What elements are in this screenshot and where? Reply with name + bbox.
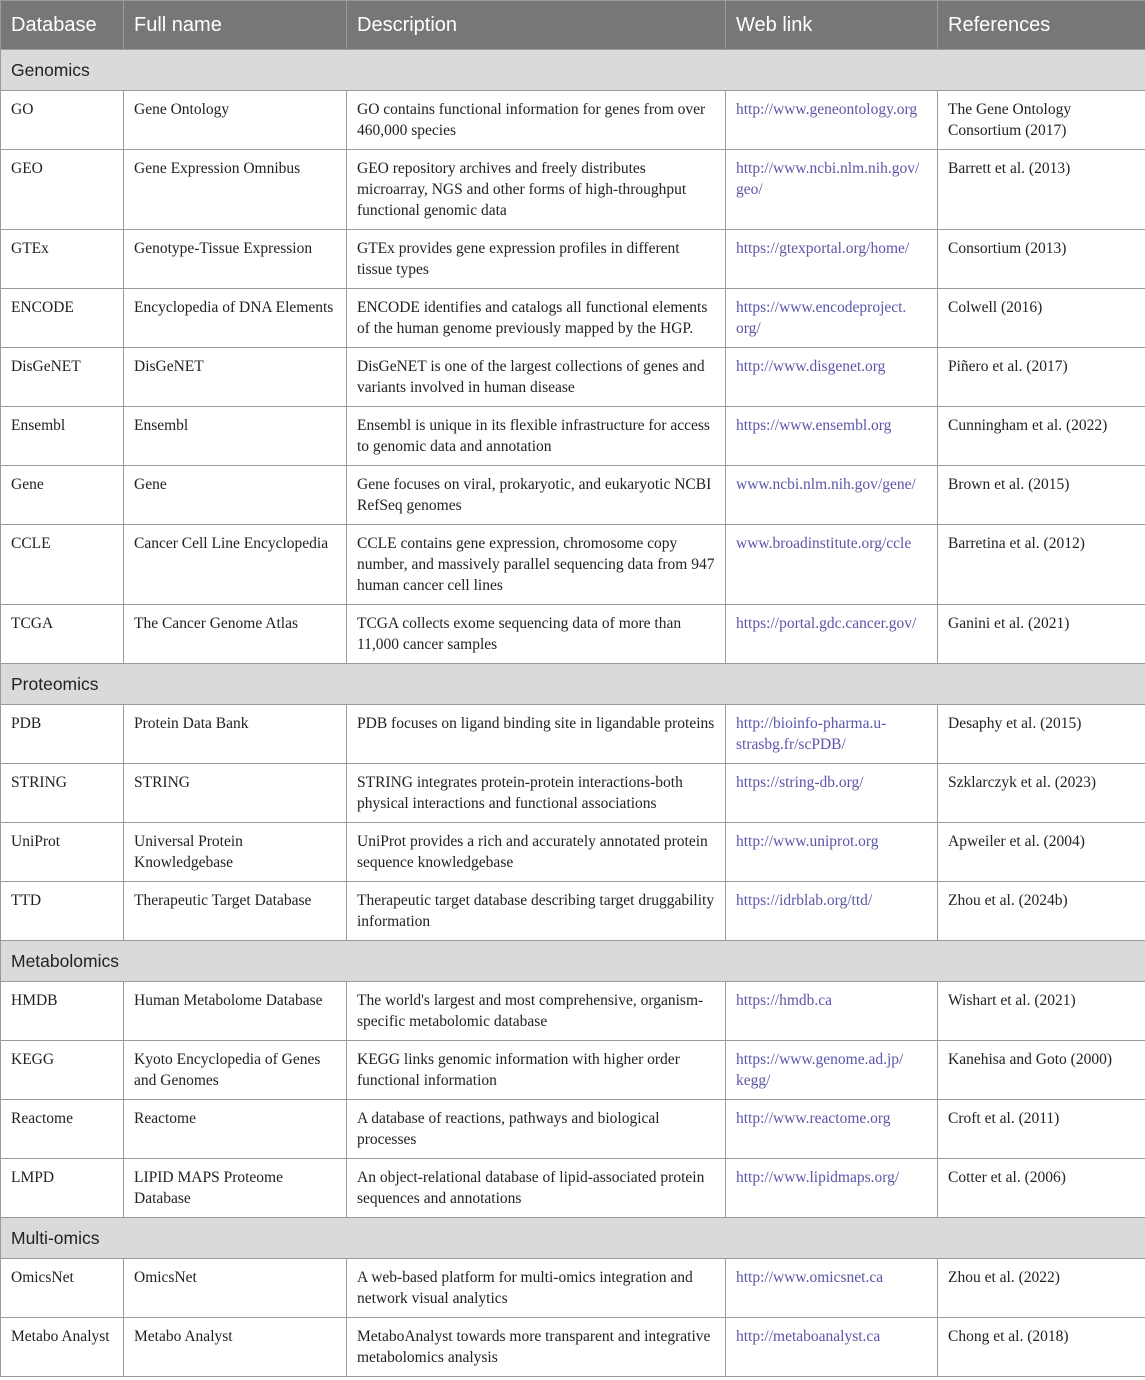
table-row <box>1 982 1145 1041</box>
web-link[interactable]: http://www.geneontology.org <box>726 91 938 150</box>
section-title: Multi-omics <box>1 1218 1145 1259</box>
full-name-cell: Encyclopedia of DNA Elements <box>124 289 347 348</box>
database-cell: STRING <box>1 764 124 823</box>
description-cell: UniProt provides a rich and accurately annotated protein sequence knowledgebase <box>347 823 726 882</box>
web-link[interactable]: https://gtexportal.org/home/ <box>726 230 938 289</box>
full-name-cell: Reactome <box>124 1100 347 1159</box>
web-link[interactable]: http://www.uniprot.org <box>726 823 938 882</box>
description-cell: MetaboAnalyst towards more transparent and integrative metabolomics analysis <box>347 1318 726 1377</box>
web-link[interactable]: http://metaboanalyst.ca <box>726 1318 938 1377</box>
database-cell: CCLE <box>1 525 124 605</box>
description-cell: Therapeutic target database describing target druggability information <box>347 882 726 941</box>
table-row <box>1 150 1145 230</box>
database-cell: GEO <box>1 150 124 230</box>
table-row <box>1 348 1145 407</box>
section-header-row <box>1 50 1145 91</box>
database-cell: LMPD <box>1 1159 124 1218</box>
web-link[interactable]: https://idrblab.org/ttd/ <box>726 882 938 941</box>
table-row <box>1 605 1145 664</box>
reference-cell: Brown et al. (2015) <box>938 466 1145 525</box>
database-cell: KEGG <box>1 1041 124 1100</box>
table-row <box>1 823 1145 882</box>
table-row <box>1 91 1145 150</box>
full-name-cell: Cancer Cell Line Encyclopedia <box>124 525 347 605</box>
table-row <box>1 1159 1145 1218</box>
reference-cell: Desaphy et al. (2015) <box>938 705 1145 764</box>
database-cell: GO <box>1 91 124 150</box>
reference-cell: Kanehisa and Goto (2000) <box>938 1041 1145 1100</box>
web-link[interactable]: http://www.ncbi.nlm.nih.gov/ geo/ <box>726 150 938 230</box>
table-row <box>1 1318 1145 1377</box>
table-row <box>1 525 1145 605</box>
header-full-name: Full name <box>124 1 347 50</box>
full-name-cell: Human Metabolome Database <box>124 982 347 1041</box>
full-name-cell: Ensembl <box>124 407 347 466</box>
web-link[interactable]: https://portal.gdc.cancer.gov/ <box>726 605 938 664</box>
web-link[interactable]: https://www.encodeproject. org/ <box>726 289 938 348</box>
table-row <box>1 1259 1145 1318</box>
full-name-cell: Gene Ontology <box>124 91 347 150</box>
database-cell: UniProt <box>1 823 124 882</box>
database-cell: OmicsNet <box>1 1259 124 1318</box>
web-link[interactable]: https://www.genome.ad.jp/ kegg/ <box>726 1041 938 1100</box>
database-cell: Ensembl <box>1 407 124 466</box>
header-web-link: Web link <box>726 1 938 50</box>
description-cell: An object-relational database of lipid-associated protein sequences and annotations <box>347 1159 726 1218</box>
web-link[interactable]: https://hmdb.ca <box>726 982 938 1041</box>
web-link[interactable]: http://bioinfo-pharma.u-strasbg.fr/scPDB/ <box>726 705 938 764</box>
database-cell: HMDB <box>1 982 124 1041</box>
description-cell: GTEx provides gene expression profiles in different tissue types <box>347 230 726 289</box>
database-cell: Reactome <box>1 1100 124 1159</box>
full-name-cell: Universal Protein Knowledgebase <box>124 823 347 882</box>
reference-cell: The Gene Ontology Consortium (2017) <box>938 91 1145 150</box>
reference-cell: Colwell (2016) <box>938 289 1145 348</box>
description-cell: GO contains functional information for genes from over 460,000 species <box>347 91 726 150</box>
web-link[interactable]: https://string-db.org/ <box>726 764 938 823</box>
section-header-row <box>1 664 1145 705</box>
header-description: Description <box>347 1 726 50</box>
description-cell: TCGA collects exome sequencing data of more than 11,000 cancer samples <box>347 605 726 664</box>
description-cell: DisGeNET is one of the largest collections of genes and variants involved in human disease <box>347 348 726 407</box>
database-cell: ENCODE <box>1 289 124 348</box>
reference-cell: Zhou et al. (2024b) <box>938 882 1145 941</box>
full-name-cell: Protein Data Bank <box>124 705 347 764</box>
section-header-row <box>1 941 1145 982</box>
web-link[interactable]: http://www.disgenet.org <box>726 348 938 407</box>
reference-cell: Zhou et al. (2022) <box>938 1259 1145 1318</box>
full-name-cell: Therapeutic Target Database <box>124 882 347 941</box>
full-name-cell: DisGeNET <box>124 348 347 407</box>
web-link[interactable]: http://www.reactome.org <box>726 1100 938 1159</box>
full-name-cell: The Cancer Genome Atlas <box>124 605 347 664</box>
description-cell: PDB focuses on ligand binding site in ligandable proteins <box>347 705 726 764</box>
database-cell: PDB <box>1 705 124 764</box>
full-name-cell: LIPID MAPS Proteome Database <box>124 1159 347 1218</box>
header-database: Database <box>1 1 124 50</box>
section-header-row <box>1 1218 1145 1259</box>
full-name-cell: Gene Expression Omnibus <box>124 150 347 230</box>
table-row <box>1 289 1145 348</box>
section-title: Genomics <box>1 50 1145 91</box>
reference-cell: Apweiler et al. (2004) <box>938 823 1145 882</box>
description-cell: CCLE contains gene expression, chromosome copy number, and massively parallel sequencing data from 947 human cancer cell lines <box>347 525 726 605</box>
reference-cell: Cotter et al. (2006) <box>938 1159 1145 1218</box>
web-link[interactable]: www.ncbi.nlm.nih.gov/gene/ <box>726 466 938 525</box>
reference-cell: Wishart et al. (2021) <box>938 982 1145 1041</box>
table-row <box>1 705 1145 764</box>
web-link[interactable]: www.broadinstitute.org/ccle <box>726 525 938 605</box>
database-cell: Metabo Analyst <box>1 1318 124 1377</box>
web-link[interactable]: http://www.lipidmaps.org/ <box>726 1159 938 1218</box>
header-row <box>1 1 1145 50</box>
full-name-cell: Kyoto Encyclopedia of Genes and Genomes <box>124 1041 347 1100</box>
database-cell: Gene <box>1 466 124 525</box>
table-row <box>1 1100 1145 1159</box>
reference-cell: Consortium (2013) <box>938 230 1145 289</box>
reference-cell: Cunningham et al. (2022) <box>938 407 1145 466</box>
description-cell: Ensembl is unique in its flexible infrastructure for access to genomic data and annotation <box>347 407 726 466</box>
web-link[interactable]: http://www.omicsnet.ca <box>726 1259 938 1318</box>
description-cell: GEO repository archives and freely distributes microarray, NGS and other forms of high-throughput functional genomic data <box>347 150 726 230</box>
database-cell: TTD <box>1 882 124 941</box>
full-name-cell: STRING <box>124 764 347 823</box>
full-name-cell: Genotype-Tissue Expression <box>124 230 347 289</box>
table-row <box>1 882 1145 941</box>
description-cell: A web-based platform for multi-omics integration and network visual analytics <box>347 1259 726 1318</box>
description-cell: STRING integrates protein-protein interactions-both physical interactions and functional associations <box>347 764 726 823</box>
description-cell: ENCODE identifies and catalogs all functional elements of the human genome previously mapped by the HGP. <box>347 289 726 348</box>
table-row <box>1 466 1145 525</box>
description-cell: A database of reactions, pathways and biological processes <box>347 1100 726 1159</box>
header-references: References <box>938 1 1145 50</box>
database-cell: TCGA <box>1 605 124 664</box>
section-title: Proteomics <box>1 664 1145 705</box>
full-name-cell: Metabo Analyst <box>124 1318 347 1377</box>
database-cell: DisGeNET <box>1 348 124 407</box>
description-cell: The world's largest and most comprehensive, organism-specific metabolomic database <box>347 982 726 1041</box>
section-title: Metabolomics <box>1 941 1145 982</box>
table-row <box>1 1041 1145 1100</box>
reference-cell: Croft et al. (2011) <box>938 1100 1145 1159</box>
reference-cell: Chong et al. (2018) <box>938 1318 1145 1377</box>
reference-cell: Piñero et al. (2017) <box>938 348 1145 407</box>
description-cell: Gene focuses on viral, prokaryotic, and eukaryotic NCBI RefSeq genomes <box>347 466 726 525</box>
reference-cell: Barrett et al. (2013) <box>938 150 1145 230</box>
table-row <box>1 407 1145 466</box>
full-name-cell: Gene <box>124 466 347 525</box>
reference-cell: Szklarczyk et al. (2023) <box>938 764 1145 823</box>
reference-cell: Barretina et al. (2012) <box>938 525 1145 605</box>
table-row <box>1 230 1145 289</box>
description-cell: KEGG links genomic information with higher order functional information <box>347 1041 726 1100</box>
web-link[interactable]: https://www.ensembl.org <box>726 407 938 466</box>
table-row <box>1 764 1145 823</box>
table-body <box>1 50 1145 1377</box>
database-cell: GTEx <box>1 230 124 289</box>
reference-cell: Ganini et al. (2021) <box>938 605 1145 664</box>
full-name-cell: OmicsNet <box>124 1259 347 1318</box>
